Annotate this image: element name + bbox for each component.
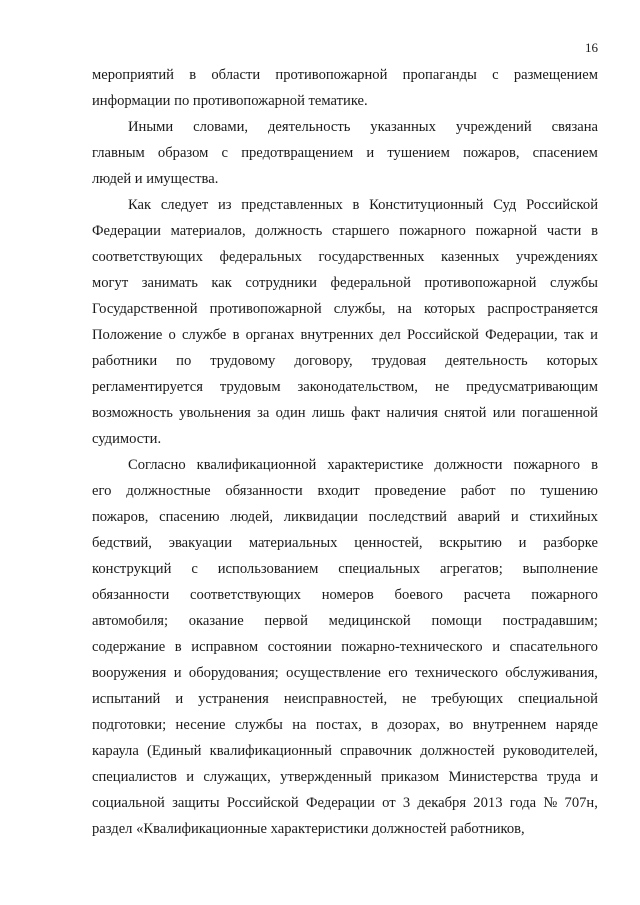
text-line: караула (Единый квалификационный справочник должностей руководителей, <box>92 743 598 759</box>
text-line: Иными словами, деятельность указанных учреждений связана <box>128 119 598 135</box>
text-line: соответствующих федеральных государственных казенных учреждениях <box>92 249 598 265</box>
paragraph <box>92 452 598 842</box>
text-line: информации по противопожарной тематике. <box>92 93 368 109</box>
text-line: социальной защиты Российской Федерации от 3 декабря 2013 года № 707н, <box>92 795 598 811</box>
text-line: обязанности соответствующих номеров боевого расчета пожарного <box>92 587 598 603</box>
text-line: Согласно квалификационной характеристике должности пожарного в <box>128 457 598 473</box>
text-line: Положение о службе в органах внутренних дел Российской Федерации, так и <box>92 327 598 343</box>
body-text <box>92 62 598 842</box>
text-line: специалистов и служащих, утвержденный приказом Министерства труда и <box>92 769 598 785</box>
paragraph <box>92 114 598 192</box>
text-line: испытаний и устранения неисправностей, не требующих специальной <box>92 691 598 707</box>
text-line: его должностные обязанности входит проведение работ по тушению <box>92 483 598 499</box>
paragraph <box>92 192 598 452</box>
text-line: главным образом с предотвращением и тушением пожаров, спасением <box>92 145 598 161</box>
paragraph <box>92 62 598 114</box>
text-line: судимости. <box>92 431 162 447</box>
text-line: Государственной противопожарной службы, на которых распространяется <box>92 301 598 317</box>
text-line: пожаров, спасению людей, ликвидации последствий аварий и стихийных <box>92 509 598 525</box>
text-line: возможность увольнения за один лишь факт наличия снятой или погашенной <box>92 405 598 421</box>
text-line: конструкций с использованием специальных агрегатов; выполнение <box>92 561 598 577</box>
text-line: могут занимать как сотрудники федеральной противопожарной службы <box>92 275 598 291</box>
text-line: вооружения и оборудования; осуществление его технического обслуживания, <box>92 665 598 681</box>
text-line: раздел «Квалификационные характеристики должностей работников, <box>92 821 525 837</box>
text-line: работники по трудовому договору, трудовая деятельность которых <box>92 353 598 369</box>
text-line: Как следует из представленных в Конституционный Суд Российской <box>128 197 598 213</box>
text-line: мероприятий в области противопожарной пропаганды с размещением <box>92 67 598 83</box>
text-line: регламентируется трудовым законодательством, не предусматривающим <box>92 379 598 395</box>
text-line: автомобиля; оказание первой медицинской помощи пострадавшим; <box>92 613 598 629</box>
text-line: людей и имущества. <box>92 171 219 187</box>
text-line: бедствий, эвакуации материальных ценностей, вскрытию и разборке <box>92 535 598 551</box>
text-line: подготовки; несение службы на постах, в дозорах, во внутреннем наряде <box>92 717 598 733</box>
text-line: содержание в исправном состоянии пожарно-технического и спасательного <box>92 639 598 655</box>
page-number: 16 <box>585 40 598 55</box>
text-line: Федерации материалов, должность старшего пожарного пожарной части в <box>92 223 598 239</box>
